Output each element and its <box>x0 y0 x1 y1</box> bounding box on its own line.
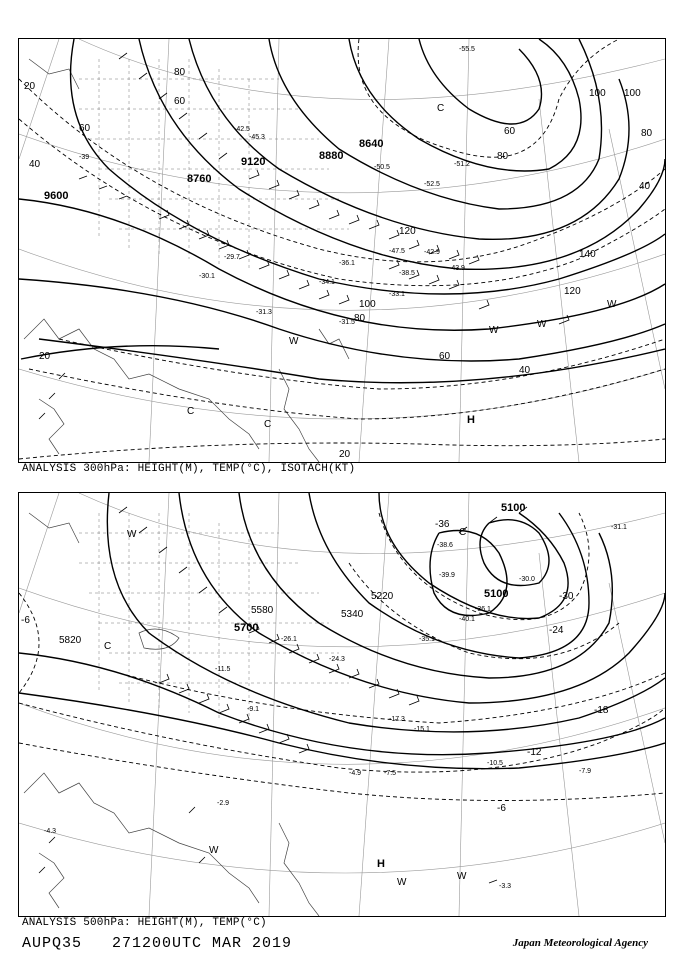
temp-label: -2.9 <box>217 800 230 807</box>
isotach-label: 120 <box>564 286 581 297</box>
temp-label: -30.1 <box>199 273 215 280</box>
cold-center-marker: C <box>187 406 195 417</box>
isotach-label: 120 <box>399 226 416 237</box>
temp-label: -42.9 <box>424 249 440 256</box>
temp-label: -45.3 <box>249 134 265 141</box>
cold-center-marker: C <box>459 527 467 538</box>
temp-label: -7.9 <box>579 768 592 775</box>
cold-center-marker: C <box>437 103 445 114</box>
height-label: 5700 <box>234 622 259 634</box>
isotach-label: 40 <box>29 159 41 170</box>
caption-300hpa: ANALYSIS 300hPa: HEIGHT(M), TEMP(°C), ISOTACH(KT) <box>22 463 356 475</box>
temp-label: -39 <box>79 154 90 161</box>
temp-label: -33.1 <box>389 291 405 298</box>
temp-label: -3.3 <box>499 883 512 890</box>
height-label: 9600 <box>44 190 69 202</box>
temp-label: -43.9 <box>449 265 465 272</box>
cold-center-marker: C <box>104 641 112 652</box>
temp-label: -38.6 <box>437 542 453 549</box>
isotherm-label: -24 <box>549 625 564 636</box>
temp-label: -4.3 <box>44 828 57 835</box>
isotherm-label: -18 <box>594 705 609 716</box>
warm-center-marker: W <box>397 877 407 888</box>
temp-label: -50.5 <box>374 164 390 171</box>
isotach-label: 20 <box>24 81 36 92</box>
height-label: 8640 <box>359 138 384 150</box>
isotach-label: 80 <box>641 128 653 139</box>
temp-label: -15.1 <box>414 726 430 733</box>
temp-label: -26.1 <box>281 636 297 643</box>
temp-label: -30.0 <box>519 576 535 583</box>
pressure-centers <box>187 103 617 430</box>
analysis-mesh <box>79 513 349 723</box>
high-pressure-marker: H <box>467 414 475 426</box>
temp-label: -31.1 <box>611 524 627 531</box>
isotach-label: 60 <box>439 351 451 362</box>
temp-label: -36.1 <box>475 606 491 613</box>
isotach-label: 60 <box>79 123 91 134</box>
isotherm-label: -12 <box>527 747 542 758</box>
isotach-label: 40 <box>519 365 531 376</box>
temp-label: -31.5 <box>339 319 355 326</box>
temp-label: -31.3 <box>256 309 272 316</box>
temp-label: -4.9 <box>349 770 362 777</box>
chart-300hpa-map <box>19 39 665 462</box>
graticule <box>19 493 665 916</box>
chart-500hpa-map <box>19 493 665 916</box>
isotach-label: 140 <box>579 249 596 260</box>
high-pressure-marker: H <box>377 858 385 870</box>
height-label: 8760 <box>187 173 212 185</box>
height-label: 5340 <box>341 609 364 620</box>
isotherm-label: -30 <box>559 591 574 602</box>
isotach-label: 80 <box>174 67 186 78</box>
isotach-label: 100 <box>589 88 606 99</box>
temp-label: -38.5 <box>399 270 415 277</box>
coastlines <box>24 513 319 916</box>
graticule <box>19 39 665 462</box>
temp-label: -29.7 <box>224 254 240 261</box>
isotach-label: 80 <box>354 313 366 324</box>
temp-label: -7.5 <box>384 770 397 777</box>
temp-label: -40.1 <box>459 616 475 623</box>
warm-center-marker: W <box>127 529 137 540</box>
isotach-label: 80 <box>497 151 509 162</box>
temp-label: -51.2 <box>454 161 470 168</box>
height-contours <box>19 39 665 383</box>
temperature-labels <box>44 524 627 890</box>
height-label: 5100 <box>484 588 509 600</box>
warm-center-marker: W <box>289 336 299 347</box>
isotherm-label: -6 <box>497 803 506 814</box>
warm-center-marker: W <box>457 871 467 882</box>
temp-label: -11.5 <box>215 666 231 673</box>
product-id: AUPQ35 <box>22 935 83 952</box>
temp-label: -39.9 <box>439 572 455 579</box>
temp-label: -36.1 <box>339 260 355 267</box>
height-label: 5100 <box>501 502 526 514</box>
valid-time: 271200UTC MAR 2019 <box>112 935 293 952</box>
caption-500hpa: ANALYSIS 500hPa: HEIGHT(M), TEMP(°C) <box>22 917 267 929</box>
agency-name: Japan Meteorological Agency <box>512 937 648 949</box>
chart-500hpa <box>18 492 666 917</box>
warm-center-marker: W <box>607 299 617 310</box>
isotach-label: 20 <box>339 449 351 460</box>
height-label: 5580 <box>251 605 274 616</box>
isotherm-label: -36 <box>435 519 450 530</box>
temp-label: -10.5 <box>487 760 503 767</box>
height-label: 5220 <box>371 591 394 602</box>
height-label: 5820 <box>59 635 82 646</box>
coastlines <box>24 59 349 462</box>
cold-center-marker: C <box>264 419 272 430</box>
warm-center-marker: W <box>489 325 499 336</box>
wind-barbs <box>39 53 569 419</box>
temp-label: -24.3 <box>329 656 345 663</box>
isotach-label: 60 <box>174 96 186 107</box>
chart-300hpa <box>18 38 666 463</box>
temp-label: -55.5 <box>459 46 475 53</box>
isotach-label: 20 <box>39 351 51 362</box>
temp-label: -17.3 <box>389 716 405 723</box>
isotach-label: 60 <box>504 126 516 137</box>
isotherm-label: -6 <box>21 615 30 626</box>
height-contours <box>19 493 665 769</box>
warm-center-marker: W <box>537 319 547 330</box>
product-header <box>22 935 292 952</box>
temp-label: -47.5 <box>389 248 405 255</box>
isotach-label: 40 <box>639 181 651 192</box>
height-label: 9120 <box>241 156 266 168</box>
temp-label: -42.5 <box>234 126 250 133</box>
warm-center-marker: W <box>209 845 219 856</box>
isotach-label: 100 <box>359 299 376 310</box>
temp-label: -35.1 <box>419 636 435 643</box>
temp-label: -52.5 <box>424 181 440 188</box>
isotach-label: 100 <box>624 88 641 99</box>
height-label: 8880 <box>319 150 344 162</box>
temp-label: -9.1 <box>247 706 260 713</box>
isotachs <box>19 39 665 459</box>
temp-label: -34.1 <box>319 279 335 286</box>
